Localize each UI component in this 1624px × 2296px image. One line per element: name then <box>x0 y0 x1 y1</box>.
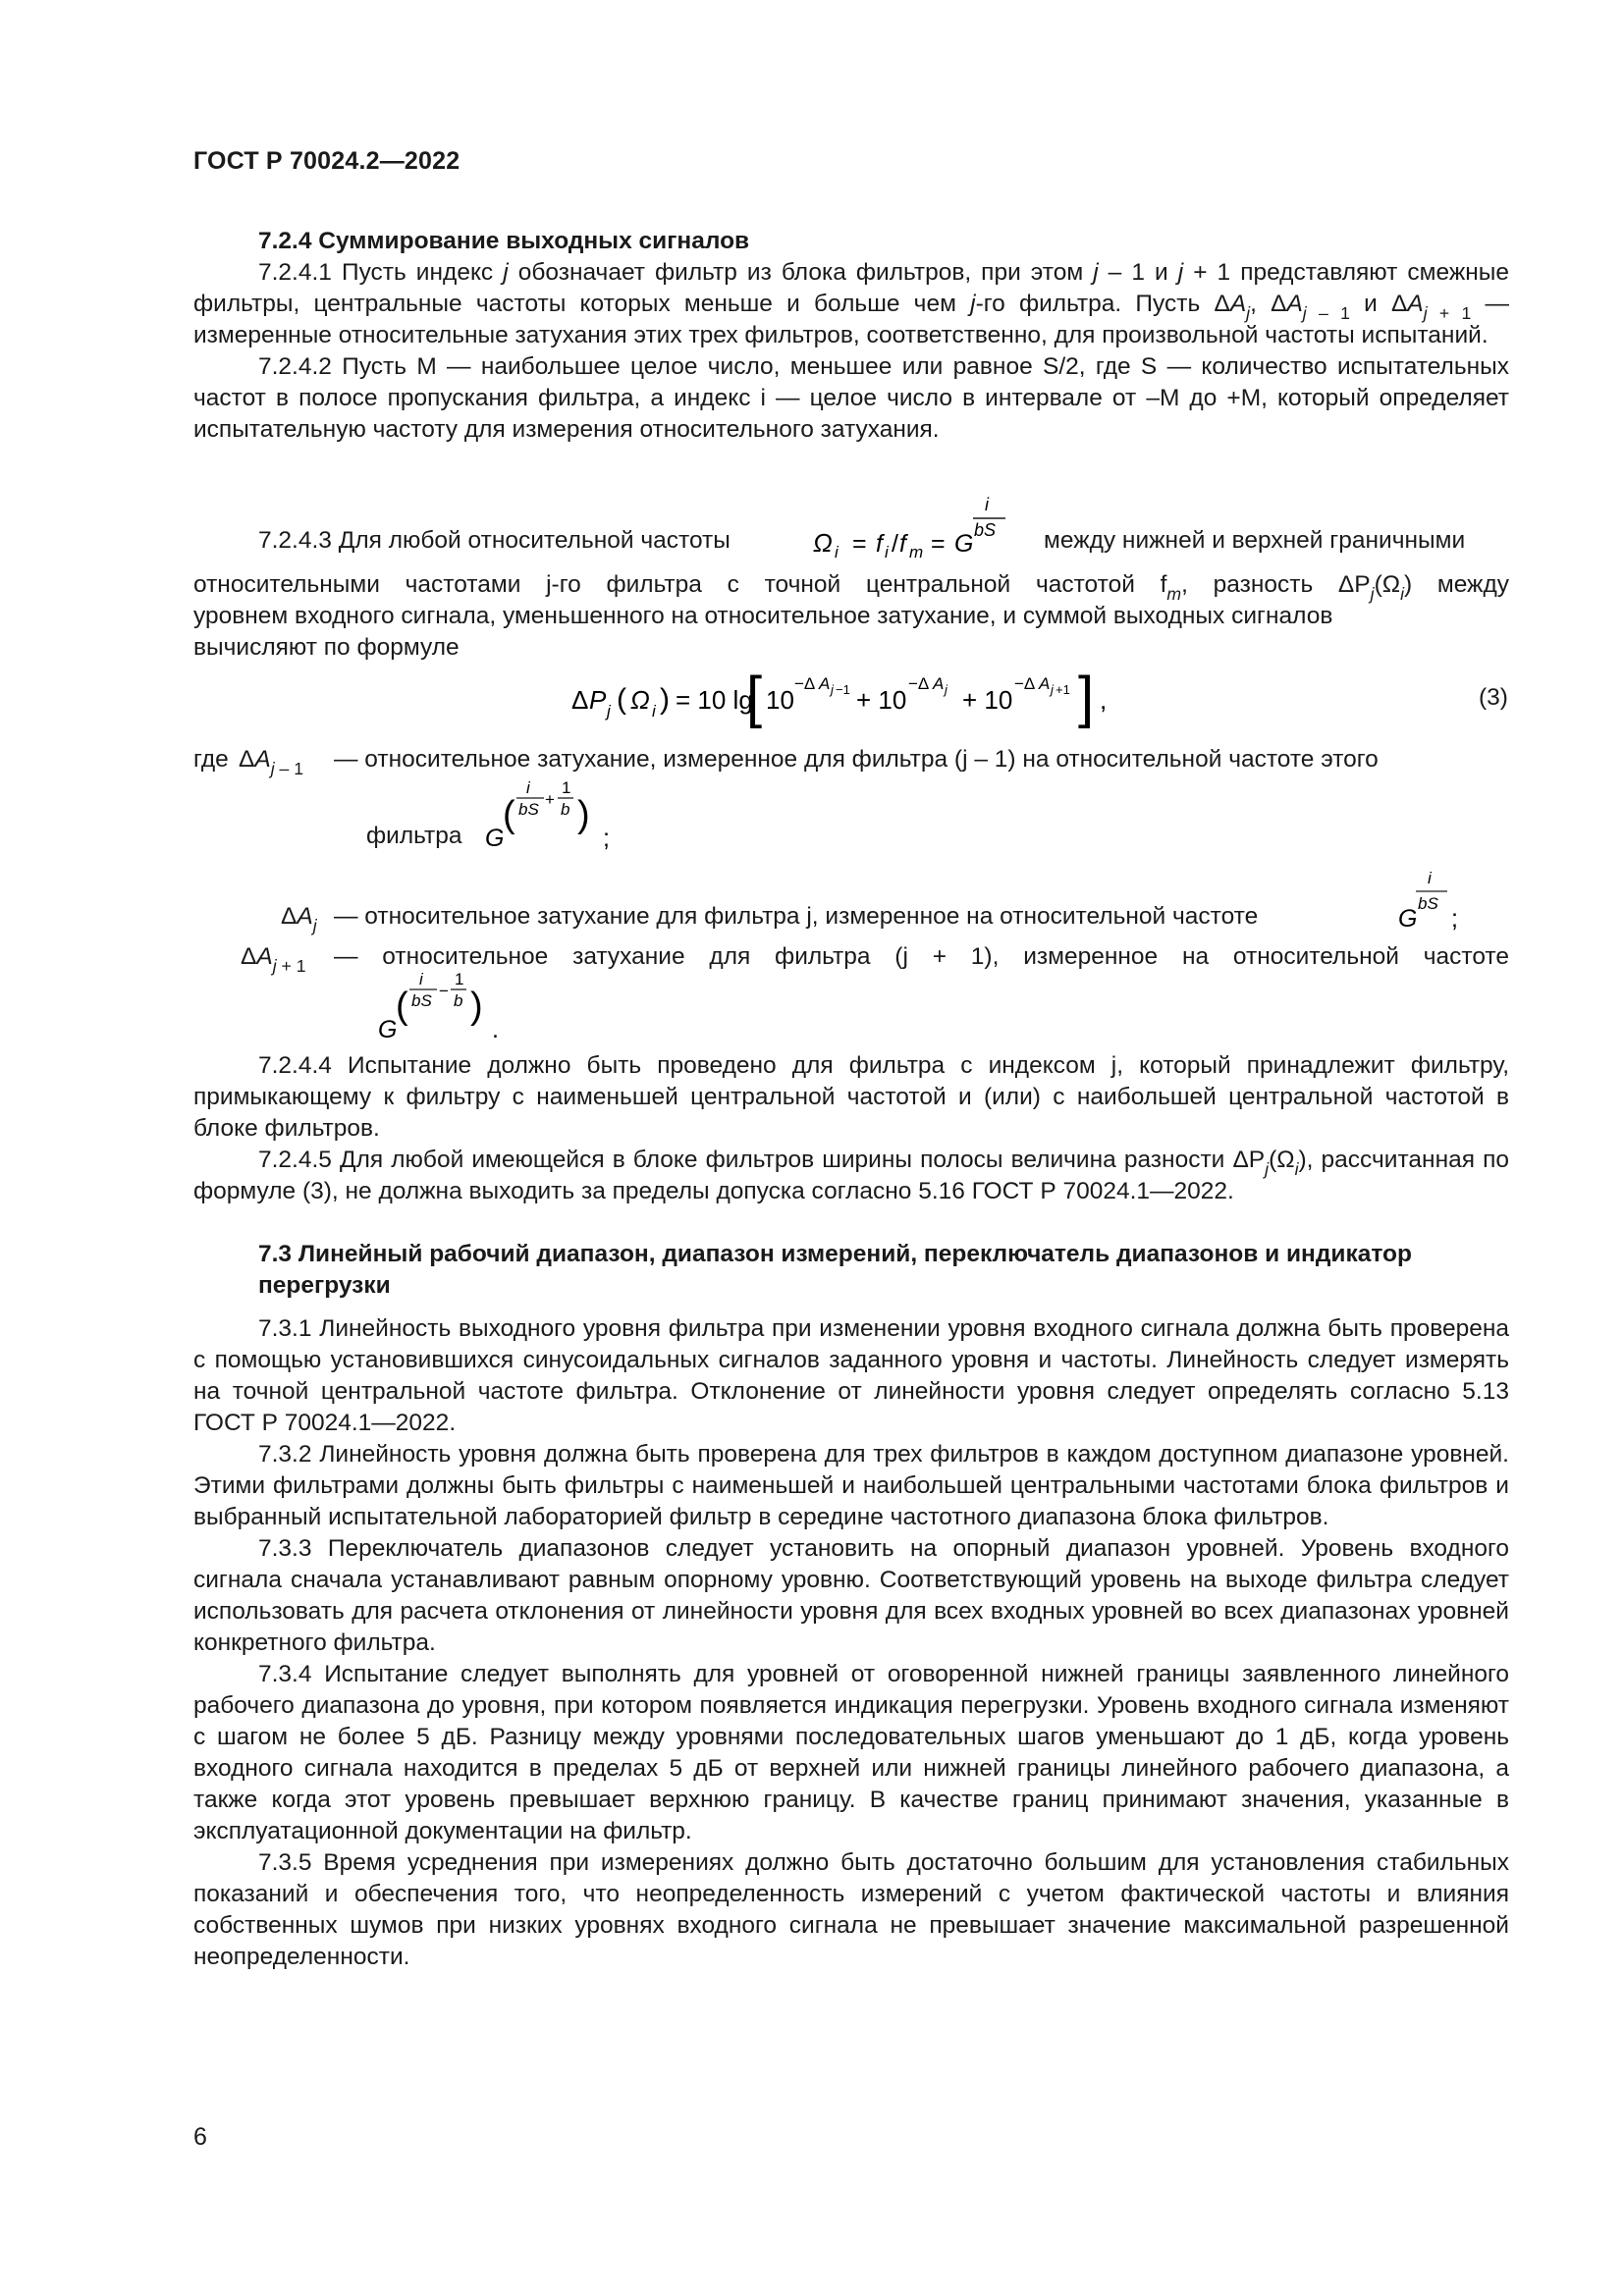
p3-line2: относительными частотами j-го фильтра с точной центральной частотой $f_m$, разность $\Delta P_j(\Omega_i)$ между <box>193 571 1509 604</box>
def2-exponent-formula <box>1396 866 1475 934</box>
svg-text:Ω: Ω <box>630 685 650 715</box>
svg-text:+ 10: + 10 <box>962 685 1013 715</box>
svg-text:b: b <box>454 991 463 1010</box>
svg-text:A: A <box>933 674 945 693</box>
symbol-delta-a-j: $\Delta A_j$ <box>281 903 317 935</box>
svg-text:G: G <box>485 825 505 852</box>
paragraph-7-2-4-2: 7.2.4.2 Пусть M — наибольшее целое число, меньшее или равное S/2, где S — количество испытательных частот в полосе пропускания фильтра, а индекс i — целое число в интервале от –M до +M, который определяет испытательную частоту для измерения относительного затухания. <box>193 353 1509 443</box>
svg-text:bS: bS <box>974 520 997 540</box>
svg-text:Δ: Δ <box>571 685 589 715</box>
svg-text:m: m <box>909 543 924 560</box>
svg-text:b: b <box>561 800 570 819</box>
svg-text:j: j <box>831 682 834 697</box>
svg-text:): ) <box>660 683 670 716</box>
paragraph-7-3-5: 7.3.5 Время усреднения при измерениях должно быть достаточно большим для установления стабильных показаний и обеспечения того, что неопределенность измерений с учетом фактической частоты и влияния собственных шумов при низких уровнях входного сигнала не превышает значение максимальной разрешенной неопределенности. <box>193 1849 1509 1970</box>
svg-text:=: = <box>931 530 946 558</box>
svg-text:1: 1 <box>562 778 571 797</box>
p3-line1-end: между нижней и верхней граничными <box>1044 527 1466 554</box>
svg-text:i: i <box>652 702 656 721</box>
paragraph-7-3-4: 7.3.4 Испытание следует выполнять для уровней от оговоренной нижней границы заявленного линейного рабочего диапазона до уровня, при котором появляется индикация перегрузки. Уровень входного сигнала изменяют с шагом не более 5 дБ. Разницу между уровнями последовательных шагов уменьшают до 1 дБ, когда уровень входного сигнала находится в пределах 5 дБ от верхней или нижней границы линейного рабочего диапазона, а также когда этот уровень превышает верхнюю границу. В качестве границ принимают значения, указанные в эксплуатационной документации на фильтр. <box>193 1661 1509 1844</box>
svg-text:+1: +1 <box>1056 682 1070 697</box>
svg-text:10: 10 <box>766 685 794 715</box>
paragraph-7-2-4-5: 7.2.4.5 Для любой имеющейся в блоке фильтров ширины полосы величина разности $\Delta P_j(\Omega_i)$, рассчитанная по формуле (3), не должна выходить за пределы допуска согласно 5.16 ГОСТ Р 70024.1—2022. <box>193 1147 1509 1204</box>
paragraph-7-2-4-1: 7.2.4.1 Пусть индекс j обозначает фильтр из блока фильтров, при этом j – 1 и j + 1 представляют смежные фильтры, центральные частоты которых меньше и больше чем j-го фильтра. Пусть $\Delta A_j$, $\Delta A_{j - 1}$ и $\Delta A_{j + 1}$ — измеренные относительные затухания этих трех фильтров, соответственно, для произвольной частоты испытаний. <box>193 259 1509 348</box>
p3-line3: уровнем входного сигнала, уменьшенного на относительное затухание, и суммой выходных сигналов <box>193 603 1333 629</box>
svg-text:;: ; <box>603 825 610 852</box>
svg-text:.: . <box>492 1016 499 1043</box>
symbol-delta-a-j-minus-1: $\Delta A_{j - 1}$ <box>239 746 304 778</box>
svg-text:;: ; <box>1451 905 1458 933</box>
paragraph-7-3-1: 7.3.1 Линейность выходного уровня фильтра при изменении уровня входного сигнала должна быть проверена с помощью установившихся синусоидальных сигналов заданного уровня и частоты. Линейность следует измерять на точной центральной частоте фильтра. Отклонение от линейности уровня следует определять согласно 5.13 ГОСТ Р 70024.1—2022. <box>193 1315 1509 1436</box>
svg-text:bS: bS <box>518 800 539 819</box>
svg-text:i: i <box>985 495 989 514</box>
svg-text:+: + <box>545 790 555 809</box>
def3-text: — относительное затухание для фильтра (j + 1), измеренное на относительной частоте <box>334 943 1509 970</box>
svg-text:=: = <box>852 530 867 558</box>
def1-exponent-formula <box>483 775 621 854</box>
svg-text:): ) <box>470 986 483 1027</box>
svg-text:,: , <box>1100 685 1108 715</box>
section-7-3 <box>193 1239 1509 1973</box>
paragraphs-7-2-4-4-5 <box>193 1050 1509 1207</box>
p3-line1-start: 7.2.4.3 Для любой относительной частоты <box>258 527 731 554</box>
section-7-2-4 <box>193 226 1509 446</box>
svg-text:Ω: Ω <box>813 528 833 558</box>
p3-line4: вычисляют по формуле <box>193 634 460 661</box>
formula-3 <box>569 658 1159 736</box>
svg-text:i: i <box>1428 869 1432 887</box>
svg-text:−Δ: −Δ <box>908 674 930 693</box>
svg-text:/: / <box>892 530 898 558</box>
svg-text:(: ( <box>503 794 515 835</box>
svg-text:i: i <box>835 543 839 560</box>
svg-text:−1: −1 <box>836 682 850 697</box>
svg-text:−Δ: −Δ <box>794 674 816 693</box>
paragraph-7-2-4-4: 7.2.4.4 Испытание должно быть проведено для фильтра с индексом j, который принадлежит фильтру, примыкающему к фильтру с наименьшей центральной частотой и (или) с наибольшей центральной частотой в блоке фильтров. <box>193 1052 1509 1142</box>
svg-text:(: ( <box>617 683 626 716</box>
svg-text:i: i <box>885 543 889 560</box>
svg-text:i: i <box>419 970 423 988</box>
svg-text:−: − <box>439 982 449 1000</box>
svg-text:j: j <box>1051 682 1054 697</box>
def2-text: — относительное затухание для фильтра j, измеренное на относительной частоте <box>334 903 1259 930</box>
svg-text:A: A <box>819 674 831 693</box>
svg-text:(: ( <box>396 986 408 1027</box>
svg-text:+ 10: + 10 <box>856 685 907 715</box>
page-number: 6 <box>193 2123 207 2151</box>
svg-text:i: i <box>526 778 530 797</box>
section-heading: 7.2.4 Суммирование выходных сигналов <box>258 228 750 254</box>
svg-text:A: A <box>1039 674 1051 693</box>
svg-text:−Δ: −Δ <box>1014 674 1036 693</box>
svg-text:P: P <box>589 685 607 715</box>
document-header: ГОСТ Р 70024.2—2022 <box>193 147 460 175</box>
symbol-delta-a-j-plus-1: $\Delta A_{j + 1}$ <box>241 943 306 976</box>
svg-text:]: ] <box>1078 666 1095 729</box>
svg-text:j: j <box>945 682 947 697</box>
paragraph-7-3-2: 7.3.2 Линейность уровня должна быть проверена для трех фильтров в каждом доступном диапазоне уровней. Этими фильтрами должны быть фильтры с наименьшей и наибольшей центральными частотами блока фильтров и выбранный испытательной лабораторией фильтр в середине частотного диапазона блока фильтров. <box>193 1441 1509 1530</box>
svg-text:j: j <box>607 702 611 721</box>
formula-number: (3) <box>1479 684 1508 711</box>
svg-text:G: G <box>954 530 974 558</box>
svg-text:[: [ <box>746 666 763 729</box>
where-label: где <box>193 746 229 773</box>
omega-definition-formula <box>811 491 1047 560</box>
svg-text:G: G <box>378 1016 398 1043</box>
section-heading: 7.3 Линейный рабочий диапазон, диапазон измерений, переключатель диапазонов и индикатор перегрузки <box>258 1241 1412 1299</box>
paragraph-7-3-3: 7.3.3 Переключатель диапазонов следует установить на опорный диапазон уровней. Уровень входного сигнала сначала устанавливают равным опорному уровню. Соответствующий уровень на выходе фильтра следует использовать для расчета отклонения от линейности уровня для всех входных уровней во всех диапазонах уровней конкретного фильтра. <box>193 1535 1509 1656</box>
svg-text:G: G <box>1398 905 1418 933</box>
def1-cont: фильтра <box>366 823 462 849</box>
svg-text:bS: bS <box>411 991 432 1010</box>
svg-text:f: f <box>876 530 883 558</box>
def1-text: — относительное затухание, измеренное для фильтра (j – 1) на относительной частоте этого <box>334 746 1379 773</box>
svg-text:1: 1 <box>455 970 464 988</box>
def3-exponent-formula <box>376 967 514 1045</box>
svg-text:): ) <box>577 794 590 835</box>
svg-text:= 10 lg: = 10 lg <box>676 685 753 715</box>
svg-text:f: f <box>899 530 906 558</box>
svg-text:bS: bS <box>1418 894 1438 913</box>
